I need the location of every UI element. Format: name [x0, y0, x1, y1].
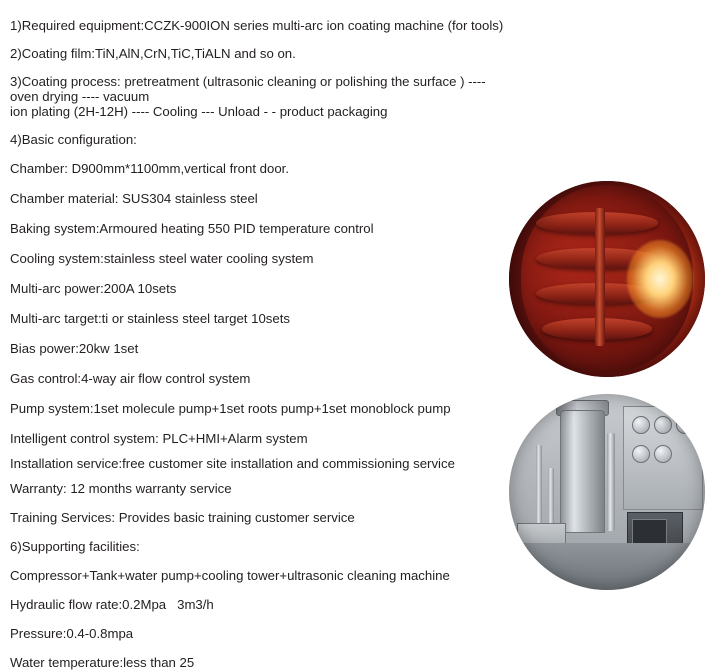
spec-line-21: Hydraulic flow rate:0.2Mpa 3m3/h	[10, 597, 214, 612]
spec-line-4: ion plating (2H-12H) ---- Cooling --- Unload - - product packaging	[10, 104, 388, 119]
chamber-photo-vignette	[509, 181, 705, 377]
spec-line-1: 1)Required equipment:CCZK-900ION series multi-arc ion coating machine (for tools)	[10, 18, 504, 33]
machine-photo-vignette	[509, 394, 705, 590]
specification-text-block	[10, 18, 510, 670]
spec-line-16: Installation service:free customer site installation and commissioning service	[10, 456, 455, 471]
spec-line-12: Bias power:20kw 1set	[10, 341, 139, 356]
spec-line-14: Pump system:1set molecule pump+1set roots pump+1set monoblock pump	[10, 401, 451, 416]
spec-line-18: Training Services: Provides basic training customer service	[10, 510, 355, 525]
spec-line-23: Water temperature:less than 25	[10, 655, 195, 670]
spec-line-5: 4)Basic configuration:	[10, 132, 137, 147]
spec-line-9: Cooling system:stainless steel water cooling system	[10, 251, 314, 266]
spec-line-17: Warranty: 12 months warranty service	[10, 481, 232, 496]
spec-line-7: Chamber material: SUS304 stainless steel	[10, 191, 258, 206]
spec-line-10: Multi-arc power:200A 10sets	[10, 281, 177, 296]
spec-line-2: 2)Coating film:TiN,AlN,CrN,TiC,TiALN and so on.	[10, 46, 296, 61]
spec-line-20: Compressor+Tank+water pump+cooling tower+ultrasonic cleaning machine	[10, 568, 450, 583]
spec-line-3: 3)Coating process: pretreatment (ultrasonic cleaning or polishing the surface ) ---- oven drying ---- vacuum	[10, 74, 490, 104]
spec-line-15: Intelligent control system: PLC+HMI+Alarm system	[10, 431, 308, 446]
spec-line-13: Gas control:4-way air flow control system	[10, 371, 251, 386]
spec-line-22: Pressure:0.4-0.8mpa	[10, 626, 134, 641]
spec-line-8: Baking system:Armoured heating 550 PID temperature control	[10, 221, 374, 236]
vacuum-chamber-interior-photo	[509, 181, 705, 377]
spec-line-6: Chamber: D900mm*1100mm,vertical front door.	[10, 161, 290, 176]
spec-line-11: Multi-arc target:ti or stainless steel target 10sets	[10, 311, 290, 326]
coating-machine-photo	[509, 394, 705, 590]
spec-line-19: 6)Supporting facilities:	[10, 539, 140, 554]
